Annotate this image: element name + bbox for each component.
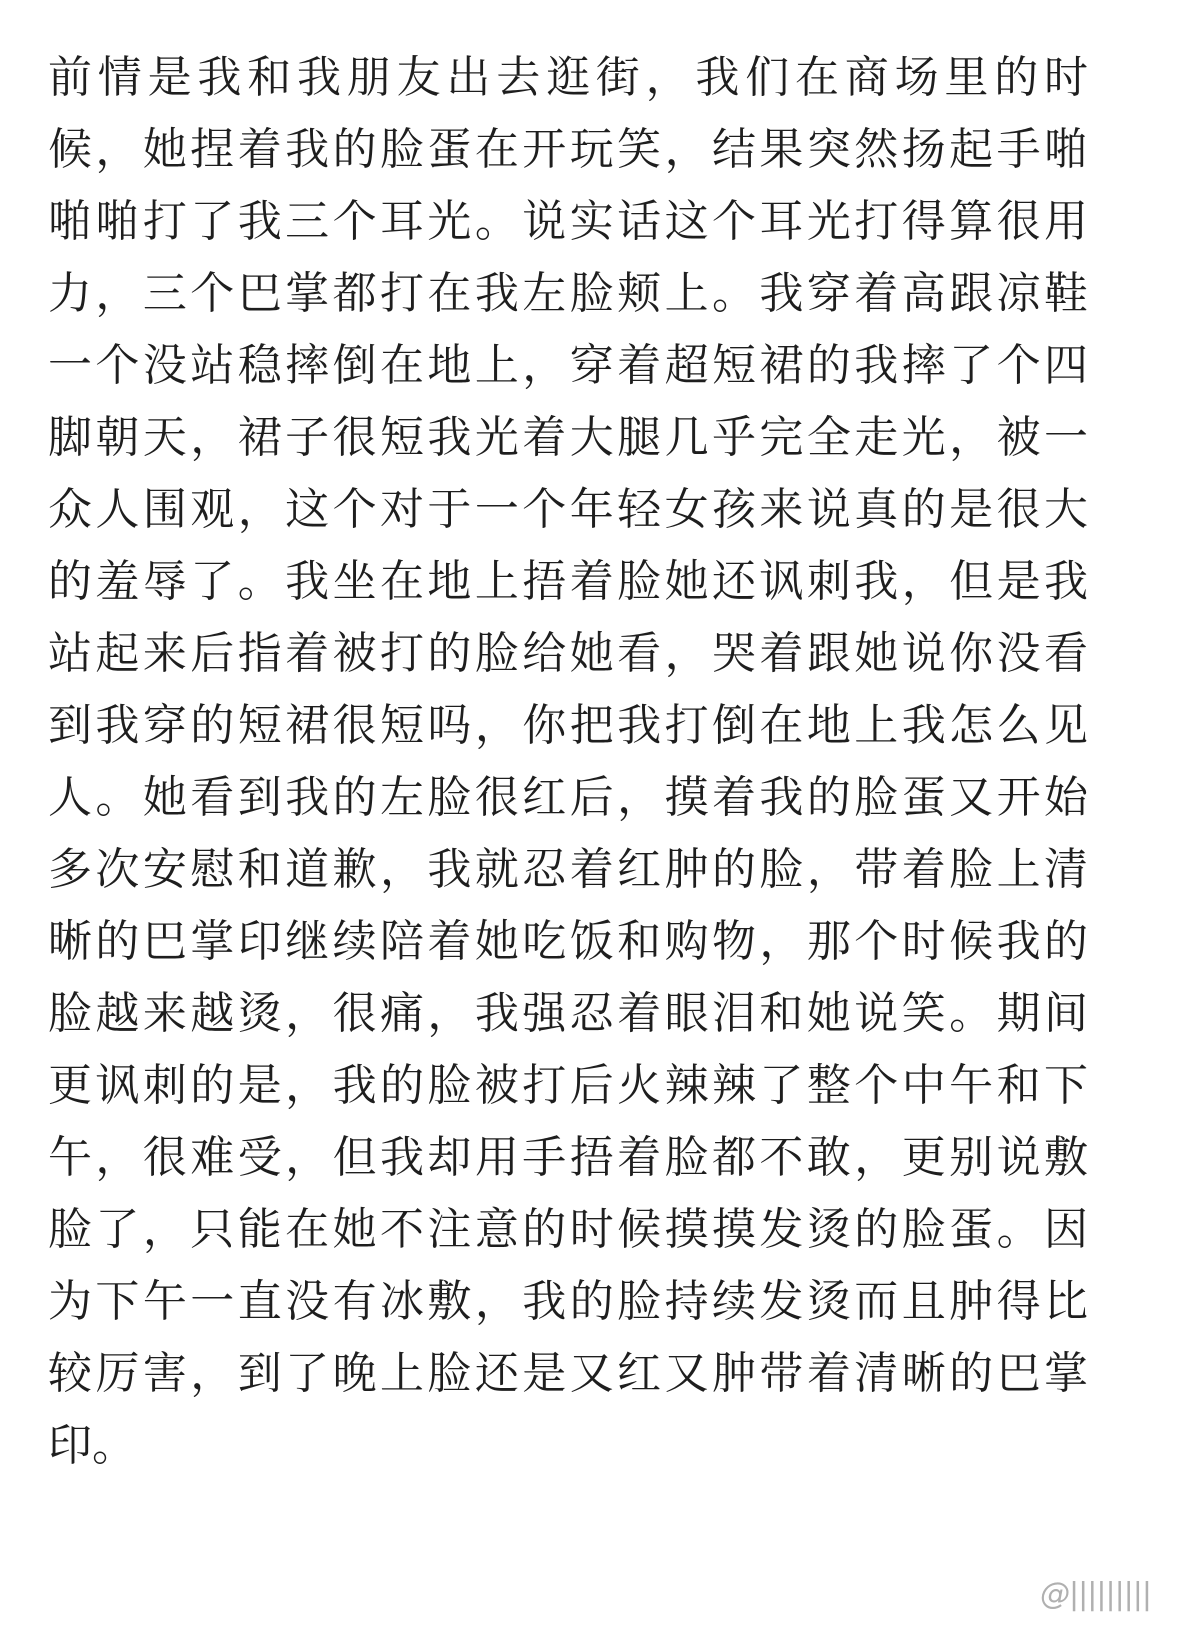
post-text-line: 到我穿的短裙很短吗，你把我打倒在地上我怎么见 [48,700,1088,751]
post-text-line: 午，很难受，但我却用手捂着脸都不敢，更别说敷 [48,1132,1088,1183]
post-text-line: 的羞辱了。我坐在地上捂着脸她还讽刺我，但是我 [48,556,1088,607]
post-text-line: 更讽刺的是，我的脸被打后火辣辣了整个中午和下 [48,1060,1088,1111]
post-text-line: 众人围观，这个对于一个年轻女孩来说真的是很大 [48,484,1088,535]
post-text-line: 站起来后指着被打的脸给她看，哭着跟她说你没看 [48,628,1088,679]
post-text-line: 一个没站稳摔倒在地上，穿着超短裙的我摔了个四 [48,340,1088,391]
watermark: @||||||||| [1040,1577,1151,1612]
post-text-line: 脚朝天，裙子很短我光着大腿几乎完全走光，被一 [48,412,1088,463]
post-text-line: 候，她捏着我的脸蛋在开玩笑，结果突然扬起手啪 [48,124,1088,175]
post-text-line: 多次安慰和道歉，我就忍着红肿的脸，带着脸上清 [48,844,1088,895]
post-text-line: 为下午一直没有冰敷，我的脸持续发烫而且肿得比 [48,1276,1088,1327]
post-text-line: 较厉害，到了晚上脸还是又红又肿带着清晰的巴掌 [48,1348,1088,1399]
post-text-line: 啪啪打了我三个耳光。说实话这个耳光打得算很用 [48,196,1088,247]
post-text-line: 晰的巴掌印继续陪着她吃饭和购物，那个时候我的 [48,916,1088,967]
post-body [48,42,1088,1482]
post-text-line: 前情是我和我朋友出去逛街，我们在商场里的时 [48,52,1088,103]
post-text-line: 印。 [48,1420,136,1471]
post-text-line: 人。她看到我的左脸很红后，摸着我的脸蛋又开始 [48,772,1088,823]
post-text-line: 脸越来越烫，很痛，我强忍着眼泪和她说笑。期间 [48,988,1088,1039]
post-text-line: 脸了，只能在她不注意的时候摸摸发烫的脸蛋。因 [48,1204,1088,1255]
post-text-line: 力，三个巴掌都打在我左脸颊上。我穿着高跟凉鞋 [48,268,1088,319]
